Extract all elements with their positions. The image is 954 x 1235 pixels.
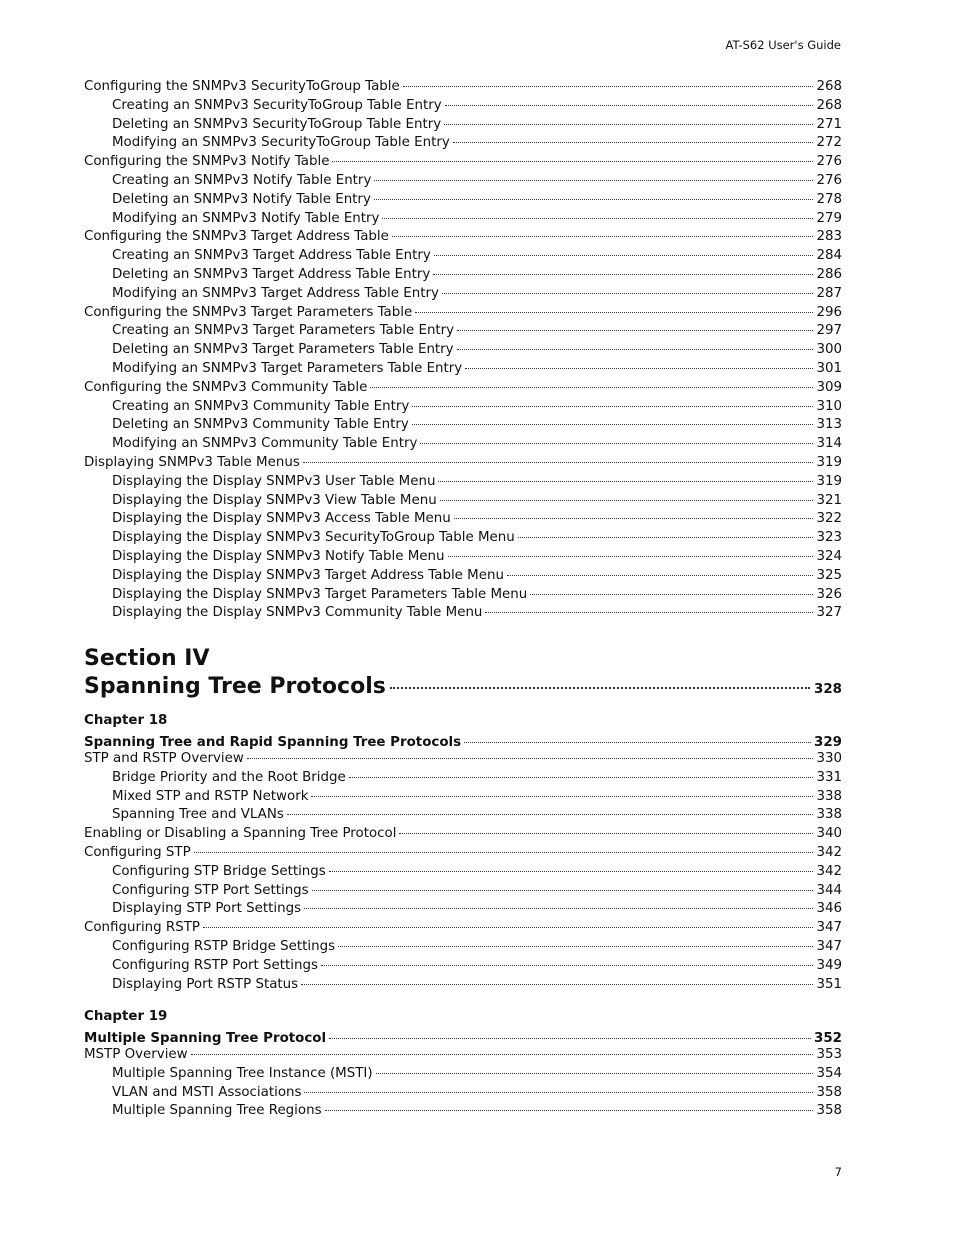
toc-entry-page: 349 [816,957,842,973]
toc-entry-title: Displaying the Display SNMPv3 Target Address Table Menu [112,567,504,583]
dot-leader [420,443,813,444]
toc-entry-page: 347 [816,920,842,936]
dot-leader [304,1092,813,1093]
toc-entry[interactable] [84,117,842,136]
toc-entry-page: 358 [816,1103,842,1119]
toc-entry-page: 358 [816,1084,842,1100]
toc-list-snmpv3 [84,79,842,624]
toc-entry-title: Modifying an SNMPv3 Target Parameters Table Entry [112,360,463,376]
toc-entry-page: 338 [816,788,842,804]
chapter-19-label: Chapter 19 [84,1009,168,1024]
toc-entry-page: 342 [816,863,842,879]
toc-entry-page: 342 [816,844,842,860]
toc-entry-page: 326 [816,586,842,602]
toc-entry-title: Multiple Spanning Tree Protocol [84,1031,327,1046]
dot-leader [374,199,814,200]
toc-entry[interactable] [84,417,842,436]
dot-leader [390,687,810,689]
toc-entry[interactable] [84,864,842,883]
toc-entry-page: 272 [816,135,842,151]
dot-leader [444,124,813,125]
dot-leader [376,1073,814,1074]
toc-section-entry[interactable] [84,674,842,699]
dot-leader [203,927,813,928]
toc-entry-title: Creating an SNMPv3 Notify Table Entry [112,172,372,188]
dot-leader [247,758,814,759]
toc-entry[interactable] [84,154,842,173]
toc-entry-page: 287 [816,285,842,301]
toc-entry-page: 319 [816,454,842,470]
toc-entry-page: 331 [816,769,842,785]
toc-list-chapter-18 [84,735,842,995]
toc-entry-page: 324 [816,548,842,564]
toc-entry-page: 327 [816,605,842,621]
toc-entry-title: Configuring RSTP Port Settings [112,957,318,973]
toc-entry-title: Creating an SNMPv3 Community Table Entry [112,398,410,414]
toc-entry-page: 330 [816,751,842,766]
dot-leader [457,349,814,350]
chapter-18-label: Chapter 18 [84,713,168,728]
toc-entry[interactable] [84,751,842,770]
toc-entry-title: Configuring RSTP Bridge Settings [112,938,336,954]
toc-entry[interactable] [84,568,842,587]
section-title: Spanning Tree Protocols [84,674,386,699]
toc-entry-title: Configuring the SNMPv3 Target Parameters Table [84,304,413,320]
toc-entry[interactable] [84,493,842,512]
toc-entry-title: STP and RSTP Overview [84,751,244,766]
toc-entry-page: 313 [816,417,842,433]
toc-entry-title: Configuring STP [84,844,191,860]
toc-entry[interactable] [84,173,842,192]
toc-entry[interactable] [84,883,842,902]
toc-entry-title: Deleting an SNMPv3 Notify Table Entry [112,191,371,207]
toc-entry-title: Displaying STP Port Settings [112,901,302,917]
toc-entry[interactable] [84,135,842,154]
dot-leader [374,180,813,181]
toc-entry-page: 329 [814,735,842,750]
toc-entry[interactable] [84,267,842,286]
dot-leader [392,236,814,237]
toc-entry-page: 278 [816,191,842,207]
dot-leader [349,777,814,778]
toc-entry[interactable] [84,511,842,530]
toc-entry[interactable] [84,605,842,624]
toc-entry[interactable] [84,977,842,996]
toc-entry[interactable] [84,1066,842,1085]
toc-entry-title: Creating an SNMPv3 Target Parameters Table Entry [112,323,455,339]
toc-entry-page: 296 [816,304,842,320]
dot-leader [329,871,814,872]
toc-entry-page: 322 [816,511,842,527]
dot-leader [433,274,813,275]
toc-entry-title: Enabling or Disabling a Spanning Tree Protocol [84,826,397,842]
toc-entry-title: Displaying the Display SNMPv3 View Table Menu [112,492,437,508]
dot-leader [332,161,813,162]
toc-list-chapter-19 [84,1031,842,1122]
dot-leader [464,742,811,743]
dot-leader [438,481,813,482]
toc-entry[interactable] [84,399,842,418]
toc-entry-title: Deleting an SNMPv3 SecurityToGroup Table Entry [112,116,442,132]
dot-leader [434,255,814,256]
toc-entry[interactable] [84,98,842,117]
toc-entry-title: Modifying an SNMPv3 Target Address Table Entry [112,285,439,301]
dot-leader [191,1054,814,1055]
toc-entry-page: 314 [816,436,842,452]
toc-entry[interactable] [84,192,842,211]
dot-leader [303,462,814,463]
toc-entry-page: 347 [816,938,842,954]
dot-leader [403,86,814,87]
toc-entry[interactable] [84,211,842,230]
dot-leader [325,1110,814,1111]
toc-entry[interactable] [84,1085,842,1104]
dot-leader [415,312,813,313]
toc-entry-page: 321 [816,492,842,508]
toc-entry-title: Spanning Tree and Rapid Spanning Tree Protocols [84,735,462,750]
toc-entry-title: Displaying SNMPv3 Table Menus [84,454,300,470]
section-page: 328 [814,682,842,697]
toc-entry[interactable] [84,901,842,920]
toc-entry-title: Creating an SNMPv3 SecurityToGroup Table Entry [112,97,442,113]
toc-entry[interactable] [84,79,842,98]
toc-entry[interactable] [84,342,842,361]
toc-entry[interactable] [84,323,842,342]
toc-entry-page: 276 [816,172,842,188]
toc-entry-page: 344 [816,882,842,898]
dot-leader [445,105,814,106]
toc-entry[interactable] [84,286,842,305]
toc-entry-page: 351 [816,976,842,992]
dot-leader [412,424,814,425]
toc-entry-title: Displaying the Display SNMPv3 Access Table Menu [112,511,451,527]
toc-entry[interactable] [84,845,842,864]
toc-entry[interactable] [84,1031,842,1047]
toc-entry-page: 279 [816,210,842,226]
toc-entry[interactable] [84,361,842,380]
dot-leader [454,518,814,519]
dot-leader [518,537,814,538]
toc-entry[interactable] [84,380,842,399]
toc-entry-title: Deleting an SNMPv3 Target Address Table Entry [112,266,431,282]
toc-entry-title: Displaying Port RSTP Status [112,976,299,992]
toc-entry-title: Bridge Priority and the Root Bridge [112,769,346,785]
toc-entry[interactable] [84,530,842,549]
toc-entry-title: Modifying an SNMPv3 Notify Table Entry [112,210,380,226]
toc-entry[interactable] [84,826,842,845]
dot-leader [312,890,814,891]
toc-entry[interactable] [84,305,842,324]
toc-entry[interactable] [84,807,842,826]
toc-entry[interactable] [84,229,842,248]
dot-leader [440,500,814,501]
dot-leader [465,368,813,369]
toc-entry-page: 309 [816,379,842,395]
toc-entry-title: Configuring the SNMPv3 Community Table [84,379,368,395]
toc-entry-title: Displaying the Display SNMPv3 Target Parameters Table Menu [112,586,528,602]
toc-entry-page: 283 [816,229,842,245]
dot-leader [301,984,813,985]
toc-entry-page: 300 [816,342,842,358]
toc-entry-page: 276 [816,154,842,170]
toc-entry-title: Deleting an SNMPv3 Target Parameters Table Entry [112,342,454,358]
toc-entry-title: Spanning Tree and VLANs [112,807,284,823]
toc-entry-page: 301 [816,360,842,376]
toc-entry-page: 284 [816,248,842,264]
dot-leader [399,833,813,834]
toc-entry-page: 354 [816,1065,842,1081]
dot-leader [485,612,813,613]
toc-entry-title: Displaying the Display SNMPv3 Community Table Menu [112,605,483,621]
toc-entry-title: Multiple Spanning Tree Regions [112,1103,322,1119]
toc-entry-title: VLAN and MSTI Associations [112,1084,302,1100]
dot-leader [453,142,814,143]
toc-entry-page: 325 [816,567,842,583]
toc-entry-title: Modifying an SNMPv3 Community Table Entry [112,436,418,452]
toc-entry-title: Creating an SNMPv3 Target Address Table Entry [112,248,431,264]
dot-leader [370,387,813,388]
toc-entry-page: 340 [816,826,842,842]
toc-entry[interactable] [84,587,842,606]
toc-entry-title: Multiple Spanning Tree Instance (MSTI) [112,1065,373,1081]
toc-entry-page: 353 [816,1047,842,1062]
toc-entry-title: Displaying the Display SNMPv3 User Table Menu [112,473,436,489]
toc-entry-page: 310 [816,398,842,414]
dot-leader [530,594,813,595]
toc-entry-title: MSTP Overview [84,1047,188,1062]
dot-leader [194,852,814,853]
dot-leader [412,406,813,407]
toc-entry-title: Mixed STP and RSTP Network [112,788,309,804]
toc-entry[interactable] [84,1047,842,1066]
dot-leader [287,814,814,815]
toc-entry-page: 323 [816,530,842,546]
toc-entry[interactable] [84,549,842,568]
toc-entry[interactable] [84,958,842,977]
toc-entry-page: 268 [816,97,842,113]
page-number: 7 [834,1165,842,1179]
dot-leader [311,796,813,797]
dot-leader [382,218,813,219]
toc-entry[interactable] [84,770,842,789]
toc-entry[interactable] [84,939,842,958]
toc-entry[interactable] [84,455,842,474]
toc-entry-page: 338 [816,807,842,823]
dot-leader [304,908,813,909]
toc-entry-page: 346 [816,901,842,917]
dot-leader [321,965,813,966]
toc-entry[interactable] [84,1103,842,1122]
toc-entry-title: Configuring STP Bridge Settings [112,863,326,879]
toc-entry-title: Configuring the SNMPv3 SecurityToGroup Table [84,79,400,94]
dot-leader [448,556,814,557]
toc-entry-title: Displaying the Display SNMPv3 Notify Table Menu [112,548,445,564]
dot-leader [329,1038,811,1039]
toc-entry-page: 271 [816,116,842,132]
dot-leader [442,293,814,294]
toc-entry-title: Configuring the SNMPv3 Target Address Table [84,229,389,245]
toc-entry-title: Displaying the Display SNMPv3 SecurityToGroup Table Menu [112,530,515,546]
toc-entry[interactable] [84,920,842,939]
toc-entry-title: Configuring RSTP [84,920,200,936]
toc-entry-title: Modifying an SNMPv3 SecurityToGroup Table Entry [112,135,450,151]
toc-entry[interactable] [84,474,842,493]
toc-entry-page: 297 [816,323,842,339]
toc-entry-title: Configuring the SNMPv3 Notify Table [84,154,330,170]
toc-entry-page: 352 [814,1031,842,1046]
section-label: Section IV [84,646,210,671]
running-header: AT-S62 User's Guide [725,38,841,52]
toc-entry-page: 319 [816,473,842,489]
dot-leader [457,330,813,331]
toc-entry-page: 268 [816,79,842,94]
toc-entry[interactable] [84,735,842,751]
toc-entry-title: Configuring STP Port Settings [112,882,309,898]
toc-entry-title: Deleting an SNMPv3 Community Table Entry [112,417,409,433]
toc-entry[interactable] [84,789,842,808]
toc-entry[interactable] [84,248,842,267]
dot-leader [507,575,814,576]
toc-entry-page: 286 [816,266,842,282]
toc-entry[interactable] [84,436,842,455]
dot-leader [338,946,813,947]
